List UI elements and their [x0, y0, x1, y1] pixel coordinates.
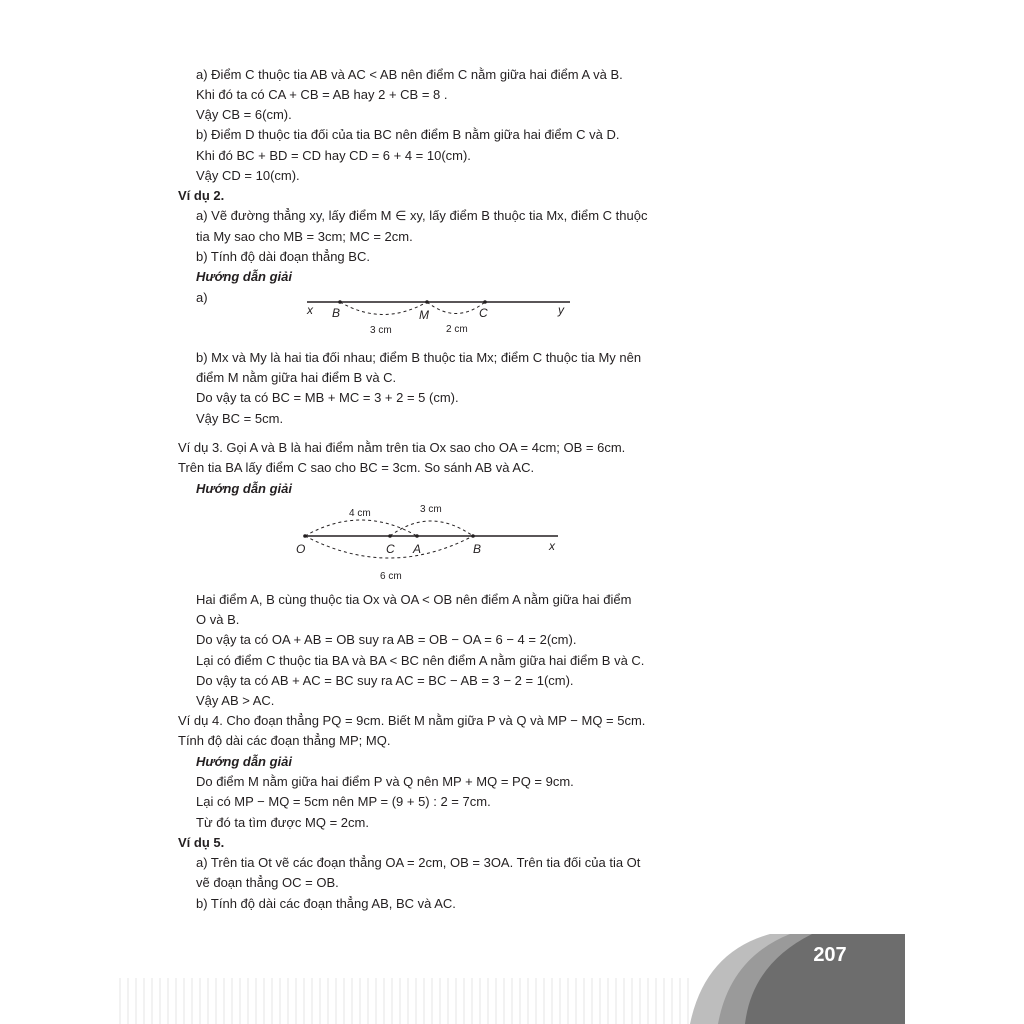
text-line: Lại có MP − MQ = 5cm nên MP = (9 + 5) : 2 = 7cm.: [196, 794, 491, 809]
text-line: Do vậy ta có AB + AC = BC suy ra AC = BC − AB = 3 − 2 = 1(cm).: [196, 673, 574, 688]
text-line: Tính độ dài các đoạn thẳng MP; MQ.: [178, 733, 391, 748]
text-line: O và B.: [196, 612, 240, 627]
label-x: x: [307, 303, 313, 317]
label-ob-length: 6 cm: [380, 571, 402, 582]
text-line: Khi đó BC + BD = CD hay CD = 6 + 4 = 10(cm).: [196, 148, 471, 163]
text-line: Trên tia BA lấy điểm C sao cho BC = 3cm. So sánh AB và AC.: [178, 460, 535, 475]
label-b: B: [473, 542, 482, 556]
text-line: Do vậy ta có OA + AB = OB suy ra AB = OB − OA = 6 − 4 = 2(cm).: [196, 632, 577, 647]
page-footer-decoration: [0, 930, 1024, 1024]
text-line: Vậy BC = 5cm.: [196, 411, 284, 426]
solution-heading: Hướng dẫn giải: [196, 754, 293, 769]
example-heading: Ví dụ 5.: [178, 835, 225, 850]
page-number: 207: [813, 944, 847, 966]
label-oa-length: 4 cm: [349, 508, 371, 519]
label-bc-length: 3 cm: [420, 504, 442, 515]
text-line: b) Tính độ dài các đoạn thẳng AB, BC và AC.: [196, 896, 456, 911]
label-a: A: [413, 542, 422, 556]
example-heading: Ví dụ 2.: [178, 188, 225, 203]
text-line: Vậy AB > AC.: [196, 693, 275, 708]
text-line: Ví dụ 3. Gọi A và B là hai điểm nằm trên tia Ox sao cho OA = 4cm; OB = 6cm.: [178, 440, 626, 455]
label-b: B: [332, 306, 341, 320]
text-line: a) Điểm C thuộc tia AB và AC < AB nên điểm C nằm giữa hai điểm A và B.: [196, 67, 623, 82]
figure-ray-ox: [290, 500, 570, 588]
figure-line-xy: [295, 292, 585, 340]
solution-heading: Hướng dẫn giải: [196, 481, 293, 496]
text-line: Vậy CB = 6(cm).: [196, 107, 292, 122]
text-line: b) Điểm D thuộc tia đối của tia BC nên điểm B nằm giữa hai điểm C và D.: [196, 127, 620, 142]
text-line: vẽ đoạn thẳng OC = OB.: [196, 875, 339, 890]
label-m: M: [419, 308, 429, 322]
label-y: y: [558, 303, 564, 317]
label-mc-length: 2 cm: [446, 324, 468, 335]
text-line: Lại có điểm C thuộc tia BA và BA < BC nên điểm A nằm giữa hai điểm B và C.: [196, 653, 645, 668]
text-line: Khi đó ta có CA + CB = AB hay 2 + CB = 8 .: [196, 87, 448, 102]
text-line: Hai điểm A, B cùng thuộc tia Ox và OA < OB nên điểm A nằm giữa hai điểm: [196, 592, 632, 607]
text-line: Do điểm M nằm giữa hai điểm P và Q nên MP + MQ = PQ = 9cm.: [196, 774, 574, 789]
label-mb-length: 3 cm: [370, 325, 392, 336]
text-line: b) Mx và My là hai tia đối nhau; điểm B thuộc tia Mx; điểm C thuộc tia My nên: [196, 350, 642, 365]
text-line: Do vậy ta có BC = MB + MC = 3 + 2 = 5 (cm).: [196, 390, 459, 405]
text-line: a) Vẽ đường thẳng xy, lấy điểm M ∈ xy, lấy điểm B thuộc tia Mx, điểm C thuộc: [196, 208, 648, 223]
label-x: x: [549, 539, 555, 553]
text-line: b) Tính độ dài đoạn thẳng BC.: [196, 249, 370, 264]
text-line: Ví dụ 4. Cho đoạn thẳng PQ = 9cm. Biết M nằm giữa P và Q và MP − MQ = 5cm.: [178, 713, 646, 728]
label-c: C: [479, 306, 488, 320]
text-line: a) Trên tia Ot vẽ các đoạn thẳng OA = 2cm, OB = 3OA. Trên tia đối của tia Ot: [196, 855, 641, 870]
text-line: điểm M nằm giữa hai điểm B và C.: [196, 370, 397, 385]
label-c: C: [386, 542, 395, 556]
label-o: O: [296, 542, 306, 556]
text-line: Vậy CD = 10(cm).: [196, 168, 300, 183]
text-line: Từ đó ta tìm được MQ = 2cm.: [196, 815, 369, 830]
solution-heading: Hướng dẫn giải: [196, 269, 293, 284]
text-line: a): [196, 290, 208, 305]
text-line: tia My sao cho MB = 3cm; MC = 2cm.: [196, 229, 413, 244]
